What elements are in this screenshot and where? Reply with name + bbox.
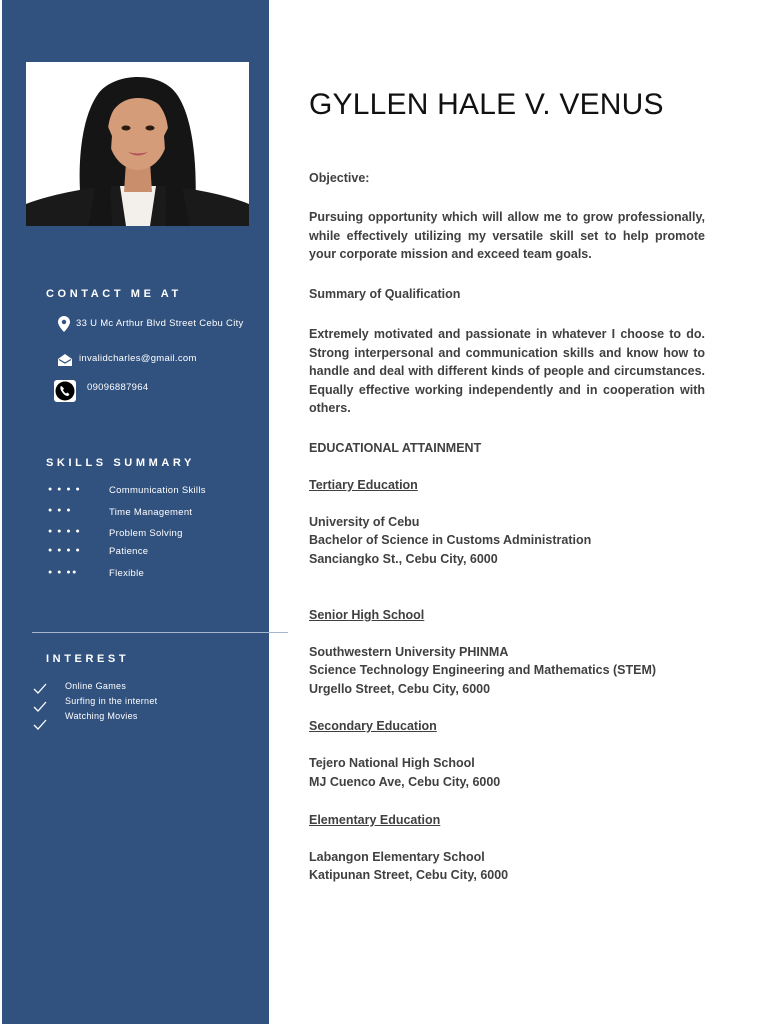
skills-section-title: SKILLS SUMMARY xyxy=(46,457,195,469)
phone-icon xyxy=(54,380,76,407)
senior-high-label: Senior High School xyxy=(309,608,425,622)
profile-photo-image xyxy=(26,62,249,226)
applicant-name: GYLLEN HALE V. VENUS xyxy=(309,88,664,121)
senior-high-address: Urgello Street, Cebu City, 6000 xyxy=(309,682,491,696)
interest-item: Surfing in the internet xyxy=(65,696,158,706)
sidebar-divider xyxy=(32,632,288,633)
objective-heading: Objective: xyxy=(309,171,370,185)
contact-section-title: CONTACT ME AT xyxy=(46,288,182,300)
envelope-icon xyxy=(58,353,72,371)
skill-label: Flexible xyxy=(109,568,145,579)
interest-item: Watching Movies xyxy=(65,711,138,721)
skill-label: Problem Solving xyxy=(109,528,183,539)
profile-photo xyxy=(26,62,249,226)
objective-text: Pursuing opportunity which will allow me to grow professionally, while effectively utilizing my versatile skill set to help promote your corporate mission and exceed team goals. xyxy=(309,210,705,261)
senior-high-course: Science Technology Engineering and Mathematics (STEM) xyxy=(309,663,657,677)
elementary-school: Labangon Elementary School xyxy=(309,850,485,864)
check-icon xyxy=(33,717,47,735)
interest-section-title: INTEREST xyxy=(46,653,130,665)
secondary-school: Tejero National High School xyxy=(309,756,475,770)
skill-label: Communication Skills xyxy=(109,485,206,496)
elementary-education-label: Elementary Education xyxy=(309,813,441,827)
contact-phone: 09096887964 xyxy=(87,382,149,393)
skill-rating: ● ● ● ● xyxy=(48,486,82,493)
check-icon xyxy=(33,699,47,717)
tertiary-school: University of Cebu xyxy=(309,515,420,529)
elementary-address: Katipunan Street, Cebu City, 6000 xyxy=(309,868,509,882)
skill-rating: ● ● ● xyxy=(48,507,73,514)
skill-label: Time Management xyxy=(109,507,193,518)
qualification-text: Extremely motivated and passionate in whatever I choose to do. Strong interpersonal and communication skills and know how to handle and deal with different kinds of people and circumstances. Equally effective working independently and in cooperation with others. xyxy=(309,327,705,415)
education-heading: EDUCATIONAL ATTAINMENT xyxy=(309,441,482,455)
secondary-address: MJ Cuenco Ave, Cebu City, 6000 xyxy=(309,775,501,789)
secondary-education-label: Secondary Education xyxy=(309,719,437,733)
check-icon xyxy=(33,681,47,699)
tertiary-education-label: Tertiary Education xyxy=(309,478,418,492)
interest-item: Online Games xyxy=(65,681,127,691)
senior-high-school: Southwestern University PHINMA xyxy=(309,645,509,659)
location-pin-icon xyxy=(58,316,70,337)
tertiary-address: Sanciangko St., Cebu City, 6000 xyxy=(309,552,498,566)
skill-rating: ● ● ● ● xyxy=(48,528,82,535)
contact-email[interactable]: invalidcharles@gmail.com xyxy=(79,353,197,364)
skill-label: Patience xyxy=(109,546,149,557)
contact-address: 33 U Mc Arthur Blvd Street Cebu City xyxy=(76,318,244,329)
skill-rating: ● ● ● ● xyxy=(48,547,82,554)
tertiary-course: Bachelor of Science in Customs Administration xyxy=(309,533,592,547)
sidebar xyxy=(2,0,269,1024)
skill-rating: ● ● ●● xyxy=(48,569,78,576)
qualification-heading: Summary of Qualification xyxy=(309,287,461,301)
